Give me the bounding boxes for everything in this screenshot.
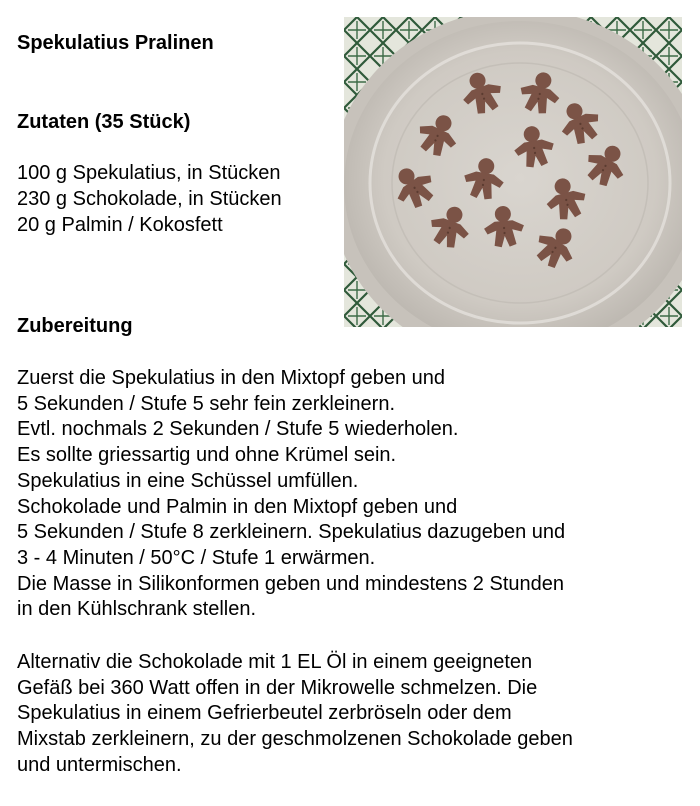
step-line: Evtl. nochmals 2 Sekunden / Stufe 5 wiederholen.	[17, 418, 459, 441]
preparation-steps	[17, 366, 565, 623]
alternative-line: Gefäß bei 360 Watt offen in der Mikrowelle schmelzen. Die	[17, 676, 538, 699]
alternative-line: Alternativ die Schokolade mit 1 EL Öl in einem geeigneten	[17, 651, 533, 673]
alternative-line: Mixstab zerkleinern, zu der geschmolzenen Schokolade geben	[17, 728, 573, 751]
ingredients-list	[17, 160, 282, 238]
alternative-line: und untermischen.	[17, 753, 182, 776]
step-line: 5 Sekunden / Stufe 5 sehr fein zerkleinern.	[17, 392, 396, 415]
step-line: 5 Sekunden / Stufe 8 zerkleinern. Spekulatius dazugeben und	[17, 521, 566, 544]
preparation-heading: Zubereitung	[17, 315, 133, 337]
step-line: Spekulatius in eine Schüssel umfüllen.	[17, 469, 359, 492]
step-line: Es sollte griessartig und ohne Krümel sein.	[17, 444, 397, 467]
step-line: Die Masse in Silikonformen geben und mindestens 2 Stunden	[17, 572, 564, 595]
alternative-line: Spekulatius in einem Gefrierbeutel zerbröseln oder dem	[17, 702, 512, 725]
step-line: in den Kühlschrank stellen.	[17, 598, 257, 621]
ingredients-heading: Zutaten (35 Stück)	[17, 111, 191, 133]
step-line: Schokolade und Palmin in den Mixtopf geben und	[17, 495, 458, 518]
ingredient-item: 230 g Schokolade, in Stücken	[17, 188, 282, 210]
ingredient-item: 20 g Palmin / Kokosfett	[17, 214, 223, 236]
alternative-method	[17, 650, 573, 779]
recipe-title: Spekulatius Pralinen	[17, 32, 214, 54]
step-line: Zuerst die Spekulatius in den Mixtopf geben und	[17, 367, 446, 389]
pralines-photo	[344, 17, 682, 327]
ingredient-item: 100 g Spekulatius, in Stücken	[17, 162, 281, 184]
step-line: 3 - 4 Minuten / 50°C / Stufe 1 erwärmen.	[17, 546, 376, 569]
